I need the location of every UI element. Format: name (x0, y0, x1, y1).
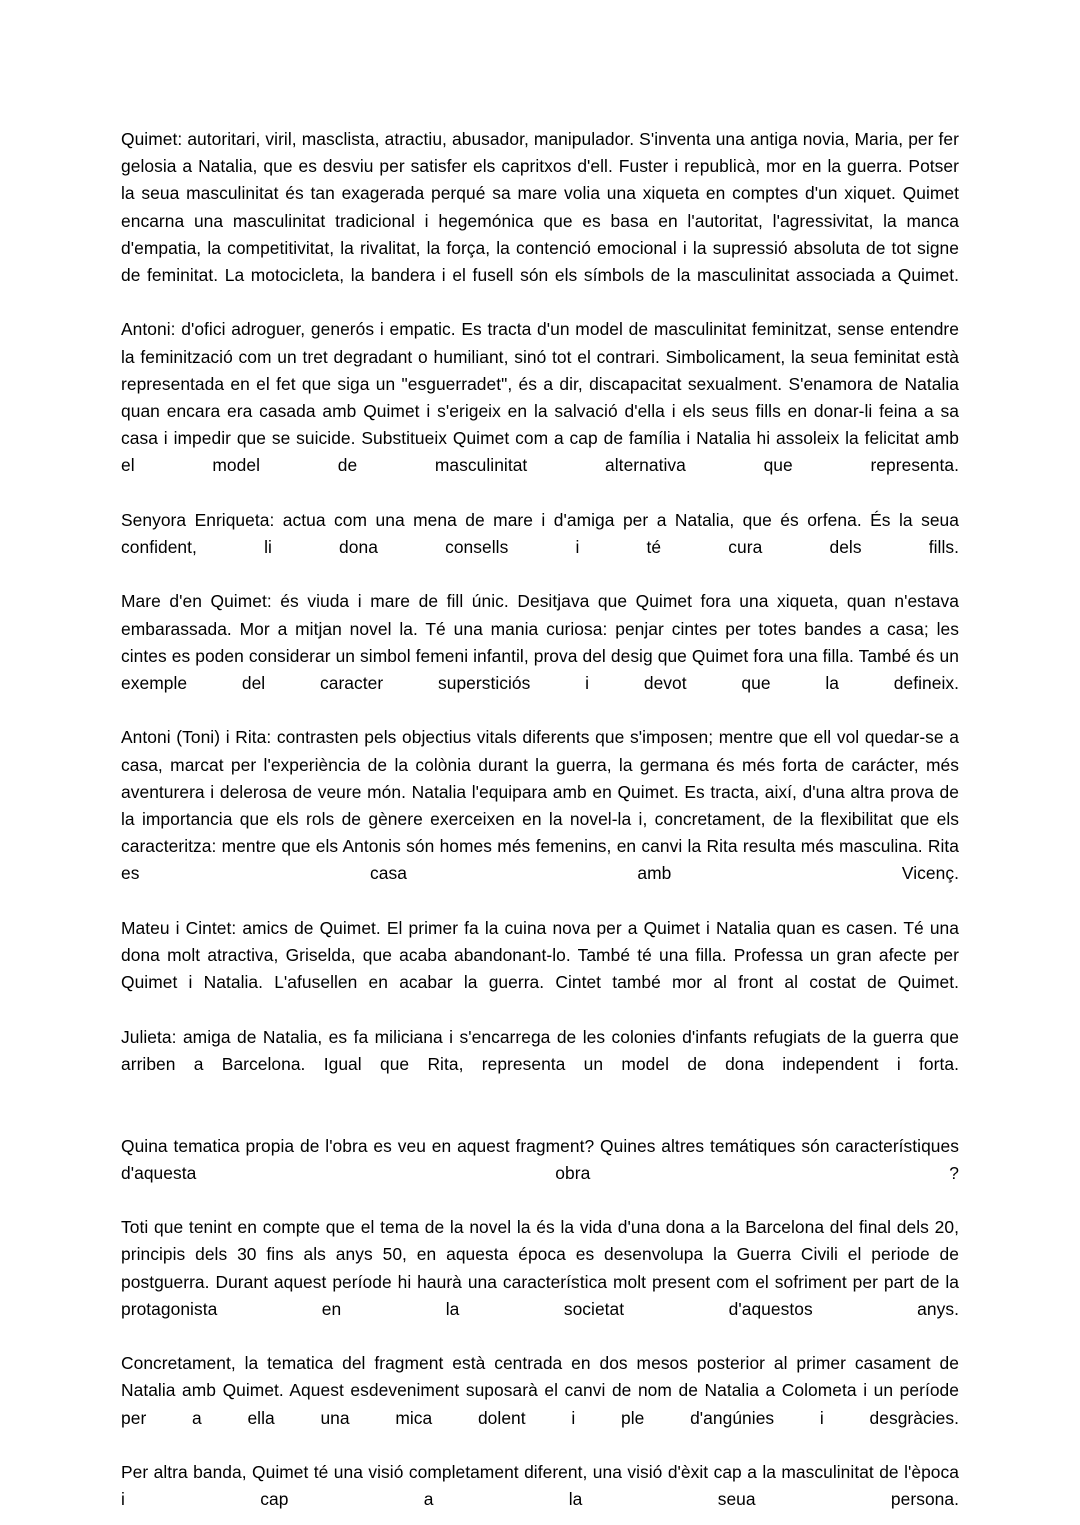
paragraph-quimet: Quimet: autoritari, viril, masclista, atractiu, abusador, manipulador. S'inventa una antiga novia, Maria, per fer gelosia a Natalia, que es desviu per satisfer els capritxos d'ell. Fuster i republicà, mor en la guerra. Potser la seua masculinitat és tan exagerada perqué sa mare volia una xiqueta en comptes d'un xiquet. Quimet encarna una masculinitat tradicional i hegemónica que es basa en l'autoritat, l'agressivitat, la manca d'empatia, la competitivitat, la rivalitat, la força, la contenció emocional i la supressió absoluta de tot signe de feminitat. La motocicleta, la bandera i el fusell són els símbols de la masculinitat associada a Quimet. (121, 129, 959, 286)
paragraph-senyora-enriqueta: Senyora Enriqueta: actua com una mena de mare i d'amiga per a Natalia, que és orfena. És la seua confident, li dona consells i té cura dels fills. (121, 509, 959, 558)
paragraph-mateu-i-cintet: Mateu i Cintet: amics de Quimet. El primer fa la cuina nova per a Quimet i Natalia quan es casen. Té una dona molt atractiva, Griselda, que acaba abandonant-lo. També té una filla. Professa un gran afecte per Quimet i Natalia. L'afusellen en acabar la guerra. Cintet també mor al front al costat de Quimet. (121, 917, 959, 993)
document-text-column (121, 126, 959, 1525)
paragraph-antoni-toni-i-rita: Antoni (Toni) i Rita: contrasten pels objectius vitals diferents que s'imposen; mentre que ell vol quedar-se a casa, marcat per l'experiència de la colònia durant la guerra, la germana és més forta de carácter, més aventurera i delerosa de veure món. Natalia l'equipara amb en Quimet. Es tracta, així, d'una altra prova de la importancia que els rols de gènere exerceixen en la novel-la i, concretament, de la flexibilitat que els caracteritza: mentre que els Antonis són homes més femenins, en canvi la Rita resulta més masculina. Rita es casa amb Vicenç. (121, 727, 959, 884)
paragraph-answer-2: Concretament, la tematica del fragment està centrada en dos mesos posterior al primer casament de Natalia amb Quimet. Aquest esdeveniment suposarà el canvi de nom de Natalia a Colometa i un període per a ella una mica dolent i ple d'angúnies i desgràcies. (121, 1353, 959, 1428)
paragraph-julieta: Julieta: amiga de Natalia, es fa miliciana i s'encarrega de les colonies d'infants refugiats de la guerra que arriben a Barcelona. Igual que Rita, representa un model de dona independent i forta. (121, 1026, 959, 1074)
paragraph-question: Quina tematica propia de l'obra es veu en aquest fragment? Quines altres temátiques són característiques d'aquesta obra ? (121, 1135, 959, 1183)
paragraph-blank-gap (121, 1105, 959, 1132)
paragraph-answer-1: Toti que tenint en compte que el tema de la novel la és la vida d'una dona a la Barcelona del final dels 20, principis dels 30 fins als anys 50, en aquesta época es desenvolupa la Guerra Civili el periode de postguerra. Durant aquest període hi haurà una característica molt present com el sofriment per part de la protagonista en la societat d'aquestos anys. (121, 1217, 959, 1319)
paragraph-mare-den-quimet: Mare d'en Quimet: és viuda i mare de fill únic. Desitjava que Quimet fora una xiqueta, quan n'estava embarassada. Mor a mitjan novel la. Té una mania curiosa: penjar cintes per totes bandes a casa; les cintes es poden considerar un simbol femeni infantil, prova del desig que Quimet fora una filla. També és un exemple del caracter supersticiós i devot que la defineix. (121, 591, 959, 694)
paragraph-antoni: Antoni: d'ofici adroguer, generós i empatic. Es tracta d'un model de masculinitat feminitzat, sense entendre la feminització com un tret degradant o humiliant, sinó tot el contrari. Simbolicament, la seua feminitat està representada en el fet que siga un "esguerradet", és a dir, discapacitat sexualment. S'enamora de Natalia quan encara era casada amb Quimet i s'erigeix en la salvació d'ella i els seus fills en donar-li feina a sa casa i impedir que se suicide. Substitueix Quimet com a cap de família i Natalia hi assoleix la felicitat amb el model de masculinitat alternativa que representa. (121, 319, 959, 476)
paragraph-answer-3: Per altra banda, Quimet té una visió completament diferent, una visió d'èxit cap a la masculinitat de l'època i cap a la seua persona. (121, 1461, 959, 1510)
